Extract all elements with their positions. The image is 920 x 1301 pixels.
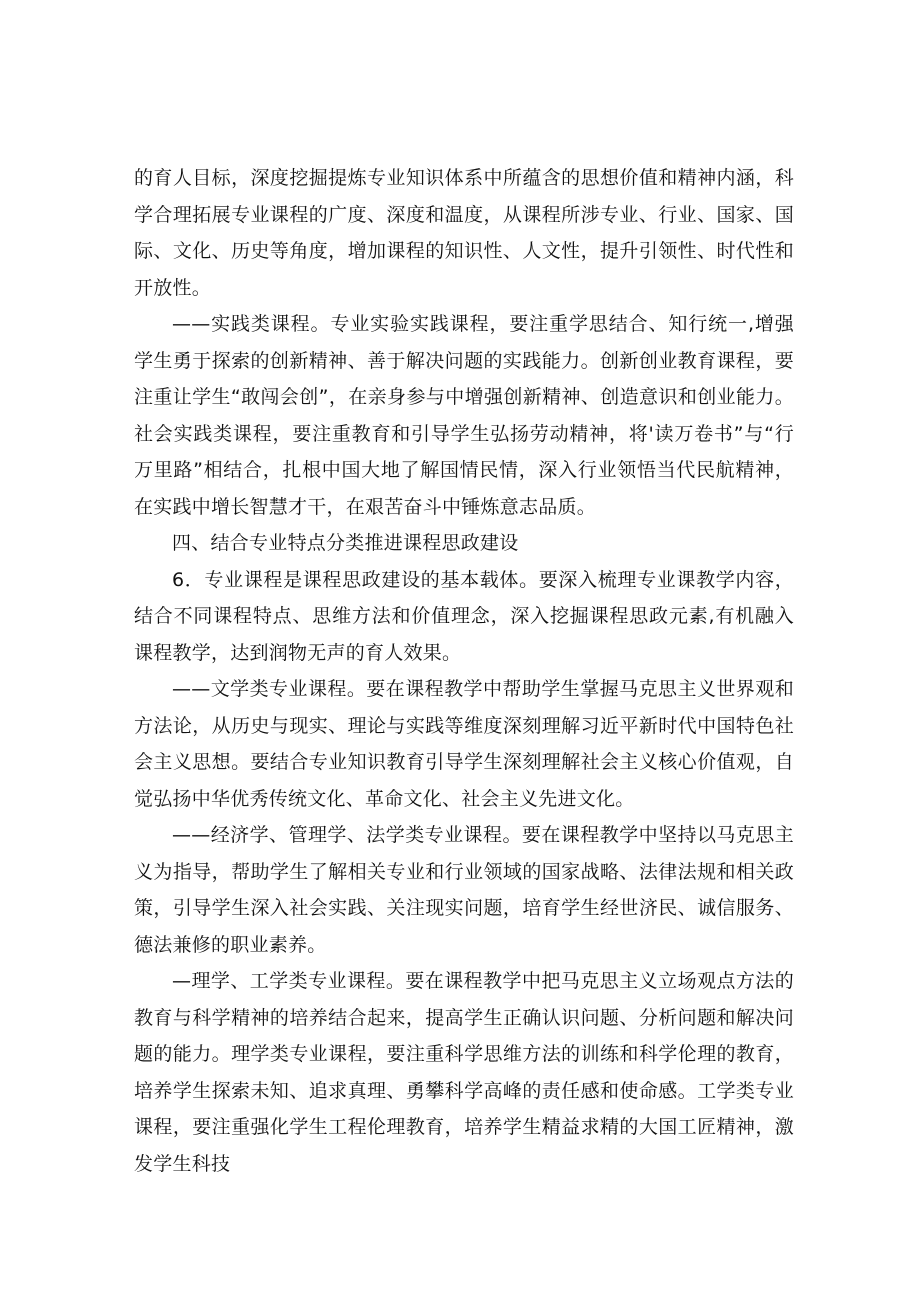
document-body — [134, 160, 794, 1182]
paragraph-item-6: 6．专业课程是课程思政建设的基本载体。要深入梳理专业课教学内容，结合不同课程特点、思维方法和价值理念，深入挖掘课程思政元素,有机融入课程教学，达到润物无声的育人效果。 — [134, 568, 794, 664]
paragraph-literature-courses: ——文学类专业课程。要在课程教学中帮助学生掌握马克思主义世界观和方法论，从历史与现实、理论与实践等维度深刻理解习近平新时代中国特色社会主义思想。要结合专业知识教育引导学生深刻理解社会主义核心价值观，自觉弘扬中华优秀传统文化、革命文化、社会主义先进文化。 — [134, 678, 794, 810]
paragraph-science-engineering-courses: —理学、工学类专业课程。要在课程教学中把马克思主义立场观点方法的教育与科学精神的培养结合起来，提高学生正确认识问题、分析问题和解决问题的能力。理学类专业课程，要注重科学思维方法的训练和科学伦理的教育，培养学生探索未知、追求真理、勇攀科学高峰的责任感和使命感。工学类专业课程，要注重强化学生工程伦理教育，培养学生精益求精的大国工匠精神，激发学生科技 — [134, 970, 794, 1175]
paragraph-economics-courses: ——经济学、管理学、法学类专业课程。要在课程教学中坚持以马克思主义为指导，帮助学生了解相关专业和行业领域的国家战略、法律法规和相关政策，引导学生深入社会实践、关注现实问题，培育学生经世济民、诚信服务、德法兼修的职业素养。 — [134, 824, 794, 956]
paragraph-continuation: 的育人目标，深度挖掘提炼专业知识体系中所蕴含的思想价值和精神内涵，科学合理拓展专业课程的广度、深度和温度，从课程所涉专业、行业、国家、国际、文化、历史等角度，增加课程的知识性、人文性，提升引领性、时代性和开放性。 — [134, 167, 794, 299]
paragraph-practice-courses: ——实践类课程。专业实验实践课程，要注重学思结合、知行统一,增强学生勇于探索的创新精神、善于解决问题的实践能力。创新创业教育课程，要注重让学生“敢闯会创”，在亲身参与中增强创新精神、创造意识和创业能力。社会实践类课程，要注重教育和引导学生弘扬劳动精神，将'读万卷书”与“行万里路”相结合，扎根中国大地了解国情民情，深入行业领悟当代民航精神，在实践中增长智慧才干，在艰苦奋斗中锤炼意志品质。 — [134, 313, 794, 518]
section-heading-four: 四、结合专业特点分类推进课程思政建设 — [172, 532, 519, 554]
